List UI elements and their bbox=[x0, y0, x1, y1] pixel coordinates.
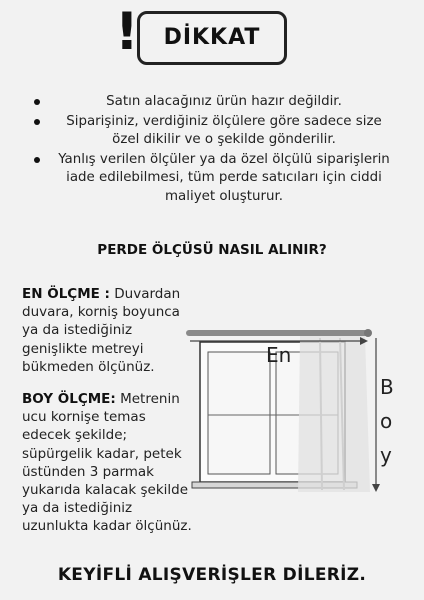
list-item: Satın alacağınız ürün hazır değildir. bbox=[30, 93, 390, 112]
footer-message: KEYİFLİ ALIŞVERİŞLER DİLERİZ. bbox=[57, 565, 367, 585]
notes-list bbox=[30, 93, 390, 207]
exclamation-icon: ! bbox=[115, 2, 139, 62]
rod-end bbox=[364, 329, 372, 337]
boy-arrow-head bbox=[372, 484, 380, 492]
curtain-rod bbox=[186, 330, 368, 336]
curtain bbox=[298, 336, 370, 492]
warning-title: DİKKAT bbox=[137, 11, 287, 65]
list-item: Siparişiniz, verdiğiniz ölçülere göre sadece size özel dikilir ve o şekilde gönderilir. bbox=[30, 113, 390, 150]
boy-letter-o: o bbox=[380, 409, 393, 433]
boy-text: Metrenin ucu kornişe temas edecek şekilde; süpürgelik kadar, petek üstünden 3 parmak yukarıda kalacak şekilde ya da istediğiniz uzunlukta kadar ölçünüz. bbox=[22, 391, 192, 535]
window-pane-left bbox=[208, 352, 270, 474]
en-label: EN ÖLÇME : bbox=[22, 286, 110, 302]
boy-letter-b: B bbox=[380, 375, 394, 399]
en-text: Duvardan duvara, korniş boyunca ya da istediğiniz genişlikte metreyi bükmeden ölçünüz. bbox=[22, 286, 181, 375]
en-instructions bbox=[22, 285, 197, 376]
list-item: Yanlış verilen ölçüler ya da özel ölçülü siparişlerin iade edilebilmesi, tüm perde satıcıları için ciddi maliyet oluşturur. bbox=[30, 151, 390, 207]
en-label-diagram: En bbox=[266, 343, 292, 367]
boy-instructions bbox=[22, 390, 197, 536]
boy-letter-y: y bbox=[380, 443, 392, 467]
boy-label: BOY ÖLÇME: bbox=[22, 391, 116, 407]
section-title: PERDE ÖLÇÜSÜ NASIL ALINIR? bbox=[97, 242, 327, 258]
measurement-diagram bbox=[180, 320, 410, 510]
